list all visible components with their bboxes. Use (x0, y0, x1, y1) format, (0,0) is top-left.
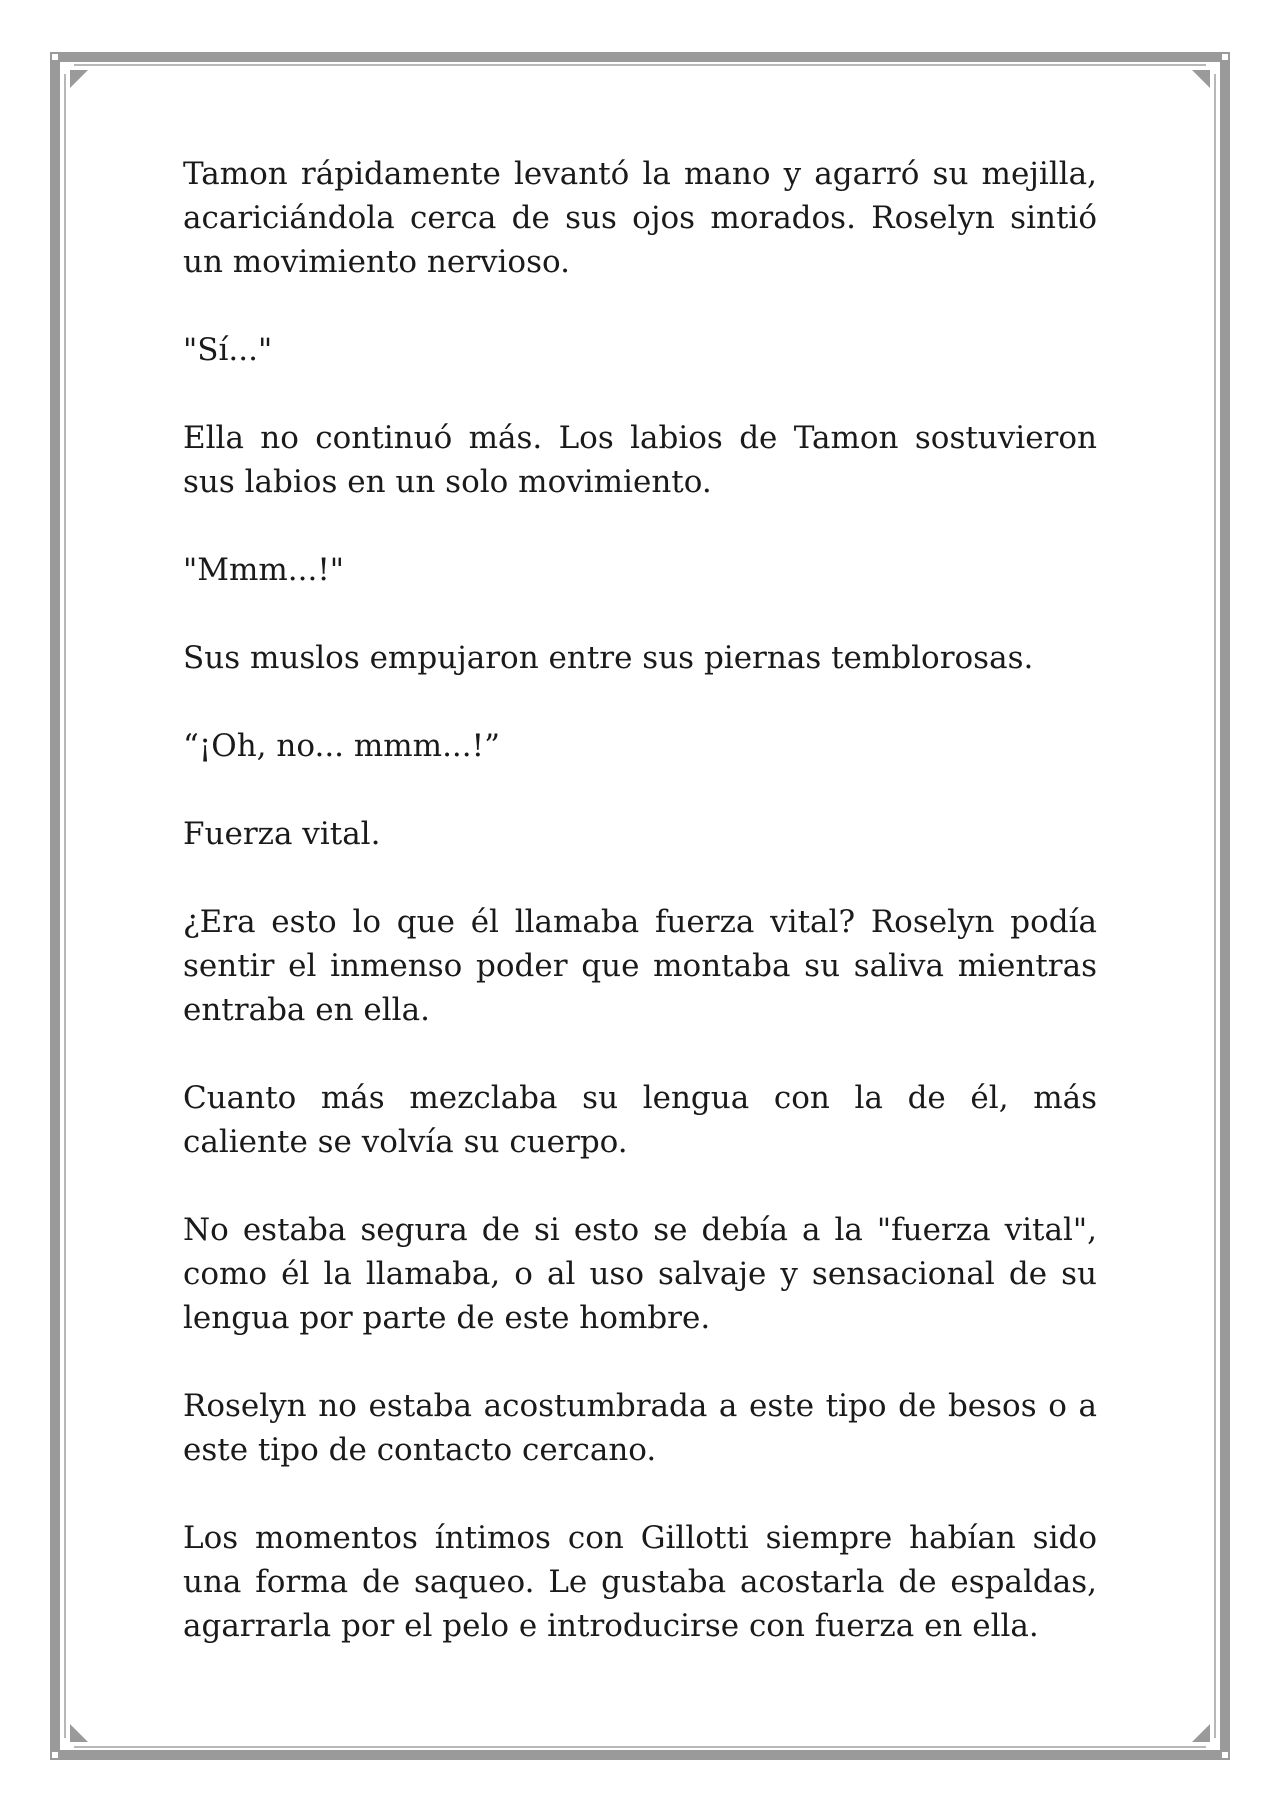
frame-right-inner-border (1214, 74, 1216, 1738)
paragraph: ¿Era esto lo que él llamaba fuerza vital? Roselyn podía sentir el inmenso poder que montaba su saliva mientras entraba en ella. (183, 904, 1097, 1028)
paragraph: "Mmm...!" (183, 552, 345, 588)
document-body (183, 152, 1097, 1692)
frame-bottom-border (60, 1750, 1220, 1760)
frame-bottom-inner-border (74, 1746, 1206, 1748)
frame-top-border (60, 52, 1220, 62)
paragraph: “¡Oh, no... mmm...!” (183, 728, 500, 764)
paragraph: Cuanto más mezclaba su lengua con la de él, más caliente se volvía su cuerpo. (183, 1080, 1097, 1160)
paragraph: Ella no continuó más. Los labios de Tamon sostuvieron sus labios en un solo movimiento. (183, 420, 1097, 500)
corner-ornament-bottom-left (50, 1750, 60, 1760)
paragraph: Sus muslos empujaron entre sus piernas temblorosas. (183, 640, 1034, 676)
paragraph: No estaba segura de si esto se debía a la "fuerza vital", como él la llamaba, o al uso salvaje y sensacional de su lengua por parte de este hombre. (183, 1212, 1097, 1336)
paragraph: "Sí..." (183, 332, 273, 368)
corner-ornament-bottom-right (1220, 1750, 1230, 1760)
frame-top-inner-border (74, 64, 1206, 66)
corner-ornament-top-right (1220, 52, 1230, 62)
frame-right-border (1220, 62, 1230, 1750)
corner-triangle-top-left (70, 70, 88, 88)
paragraph: Fuerza vital. (183, 816, 381, 852)
corner-triangle-bottom-left (70, 1724, 88, 1742)
frame-left-inner-border (64, 74, 66, 1738)
frame-left-border (50, 62, 60, 1750)
paragraph: Tamon rápidamente levantó la mano y agarró su mejilla, acariciándola cerca de sus ojos morados. Roselyn sintió un movimiento nervioso. (183, 156, 1097, 280)
corner-triangle-top-right (1192, 70, 1210, 88)
paragraph: Los momentos íntimos con Gillotti siempre habían sido una forma de saqueo. Le gustaba acostarla de espaldas, agarrarla por el pelo e introducirse con fuerza en ella. (183, 1520, 1097, 1644)
paragraph: Roselyn no estaba acostumbrada a este tipo de besos o a este tipo de contacto cercano. (183, 1388, 1097, 1468)
corner-triangle-bottom-right (1192, 1724, 1210, 1742)
corner-ornament-top-left (50, 52, 60, 62)
